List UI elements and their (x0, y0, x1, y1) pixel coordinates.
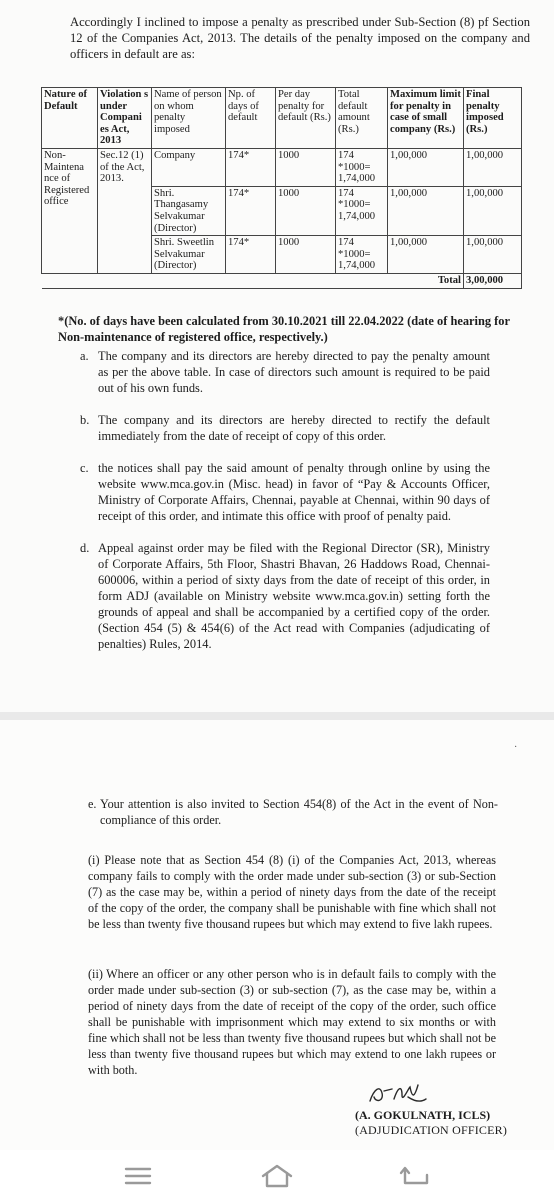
header-violation: Violation s under Compani es Act, 2013 (98, 88, 152, 149)
page-separator (0, 712, 554, 720)
cell-per-day: 1000 (276, 236, 336, 274)
direction-item (60, 348, 490, 396)
table-row (42, 148, 522, 186)
header-person: Name of person on whom penalty imposed (152, 88, 226, 149)
system-navigation-bar (0, 1150, 554, 1200)
cell-person: Shri. Thangasamy Selvakumar (Director) (152, 186, 226, 235)
cell-max-limit: 1,00,000 (388, 186, 464, 235)
direction-item (60, 540, 490, 652)
cell-final: 1,00,000 (464, 236, 522, 274)
item-letter: d. (80, 541, 90, 555)
total-value: 3,00,000 (464, 273, 522, 288)
table-total-row (42, 273, 522, 288)
home-icon (260, 1163, 294, 1189)
item-text: The company and its directors are hereby directed to rectify the default immediately from the date of receipt of copy of this order. (98, 413, 490, 443)
cell-person: Company (152, 148, 226, 186)
note-ii-paragraph: (ii) Where an officer or any other person who is in default fails to comply with the order made under sub-section (3) or sub-section (7), as the case may be, within a period of ninety days from the date of receipt of the copy of the order, such office shall be punishable with imprisonment which may extend to six months or with fine which shall not be less than twenty five thousand rupees but which shall not be less than twenty five thousand rupees but which may extend to one lakh rupees or with both. (88, 967, 496, 1077)
cell-days: 174* (226, 236, 276, 274)
header-total: Total default amount (Rs.) (336, 88, 388, 149)
header-nature: Nature of Default (42, 88, 98, 149)
cell-max-limit: 1,00,000 (388, 236, 464, 274)
cell-total: 174 *1000= 1,74,000 (336, 148, 388, 186)
cell-days: 174* (226, 148, 276, 186)
item-e (88, 796, 498, 828)
signature-mark (364, 1079, 434, 1109)
table-header-row (42, 88, 522, 149)
direction-item (60, 460, 490, 524)
item-letter: e. (88, 797, 97, 811)
item-letter: a. (80, 349, 89, 363)
intro-paragraph: Accordingly I inclined to impose a penalty as prescribed under Sub-Section (8) pf Section 12 of the Companies Act, 2013. The details of the penalty imposed on the company and officers in default are as: (70, 15, 530, 61)
back-button[interactable] (394, 1160, 438, 1192)
scan-mark: · (514, 742, 518, 753)
home-button[interactable] (255, 1160, 299, 1192)
note-i-paragraph: (i) Please note that as Section 454 (8) (i) of the Companies Act, 2013, whereas company fails to comply with the order made under sub-section (3) or sub-Section (7) as the case may be, within a period of ninety days from the date of the receipt of the copy of the order, the company shall be punishable with fine which shall not be less than twenty five thousand rupees but which may extend to five lakh rupees. (88, 853, 496, 931)
item-letter: b. (80, 413, 90, 427)
cell-nature: Non-Maintena nce of Registered office (42, 148, 98, 273)
cell-final: 1,00,000 (464, 148, 522, 186)
cell-total: 174 *1000= 1,74,000 (336, 186, 388, 235)
signatory-designation: (ADJUDICATION OFFICER) (355, 1123, 508, 1137)
penalty-table (41, 87, 522, 289)
item-text: Your attention is also invited to Section 454(8) of the Act in the event of Non-compliance of this order. (100, 797, 498, 827)
item-text: The company and its directors are hereby directed to pay the penalty amount as per the above table. In case of directors such amount is required to be paid out of his own funds. (98, 349, 490, 395)
item-text: Appeal against order may be filed with the Regional Director (SR), Ministry of Corporate Affairs, 5th Floor, Shastri Bhavan, 26 Haddows Road, Chennai-600006, within a period of sixty days from the date of receipt of this order, in form ADJ (available on Ministry website www.mca.gov.in) setting forth the grounds of appeal and shall be accompanied by a certified copy of the order. (Section 454 (5) & 454(6) of the Act read with Companies (adjudicating of penalties) Rules, 2014. (98, 541, 490, 651)
header-final: Final penalty imposed (Rs.) (464, 88, 522, 149)
item-letter: c. (80, 461, 89, 475)
cell-per-day: 1000 (276, 186, 336, 235)
item-text: the notices shall pay the said amount of penalty through online by using the website www.mca.gov.in (Misc. head) in favor of “Pay & Accounts Officer, Ministry of Corporate Affairs, Chennai, payable at Chennai, within 90 days of receipt of this order, and intimate this office with proof of penalty paid. (98, 461, 490, 523)
back-icon (399, 1163, 433, 1189)
signatory-name: (A. GOKULNATH, ICLS) (355, 1108, 491, 1122)
days-footnote: *(No. of days have been calculated from 30.10.2021 till 22.04.2022 (date of hearing for Non-maintenance of registered office, respectively.) (58, 314, 510, 344)
menu-icon (124, 1166, 152, 1186)
total-label: Total (42, 273, 464, 288)
cell-final: 1,00,000 (464, 186, 522, 235)
header-days: Np. of days of default (226, 88, 276, 149)
cell-days: 174* (226, 186, 276, 235)
cell-total: 174 *1000= 1,74,000 (336, 236, 388, 274)
cell-per-day: 1000 (276, 148, 336, 186)
signatory-block (355, 1108, 535, 1138)
direction-list (60, 348, 490, 652)
document-page-2 (0, 720, 554, 1150)
header-max-limit: Maximum limit for penalty in case of small company (Rs.) (388, 88, 464, 149)
direction-item (60, 412, 490, 444)
cell-person: Shri. Sweetlin Selvakumar (Director) (152, 236, 226, 274)
cell-max-limit: 1,00,000 (388, 148, 464, 186)
header-per-day: Per day penalty for default (Rs.) (276, 88, 336, 149)
menu-button[interactable] (116, 1160, 160, 1192)
cell-violation: Sec.12 (1) of the Act, 2013. (98, 148, 152, 273)
